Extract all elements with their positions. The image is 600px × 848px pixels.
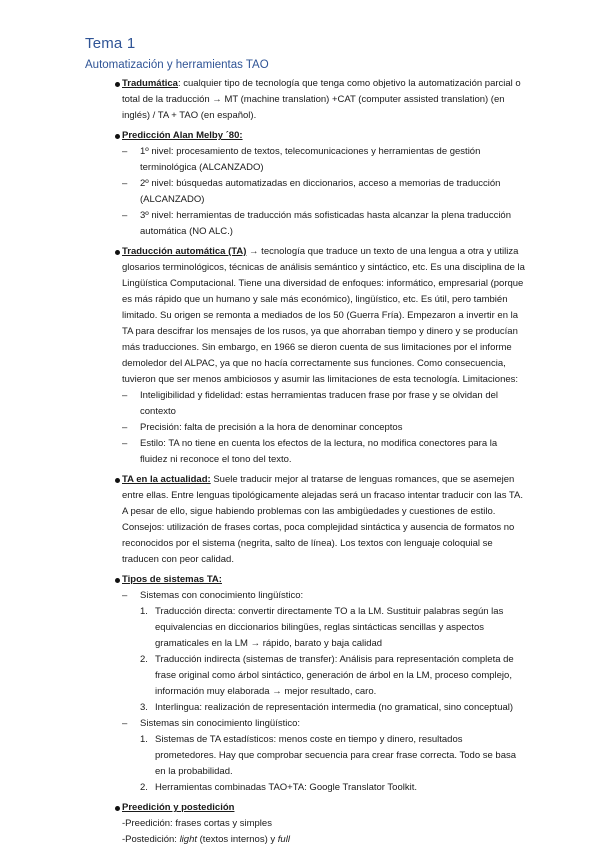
- term-heading: Traducción automática (TA): [122, 246, 247, 257]
- numbered-item: [85, 780, 525, 796]
- term-heading: Tradumática: [122, 78, 178, 89]
- paragraph-text: → tecnología que traduce un texto de una lengua a otra y utiliza glosarios terminológicos, técnicas de análisis semántico y sintáctico, etc. Es una disciplina de la Lingüística Computacional. Tiene una diversidad de enfoques: informático, empresarial (porque es más rápido que un humano y sale más económico), lingüístico, etc. Es útil, pero también limitado. Su origen se remonta a mediados de los 50 (Guerra Fría). Empezaron a invertir en la TA para descifrar los mensajes de los rusos, ya que ahorraban tiempo y dinero y se producían más traducciones. Sin embargo, en 1966 se dieron cuenta de sus limitaciones por el informe demoledor del ALPAC, ya que no hacía correctamente sus funciones. Como consecuencia, tuvieron que ser menos ambiciosos y asumir las limitaciones de esta tecnología. Limitaciones:: [122, 246, 525, 385]
- term-heading: Tipos de sistemas TA:: [122, 574, 222, 585]
- numbered-item-text: Interlingua: realización de representación intermedia (no gramatical, sino conceptual): [155, 702, 514, 713]
- list-item-text: 3º nivel: herramientas de traducción más sofisticadas hasta alcanzar la plena traducción automática (NO ALC.): [140, 210, 512, 237]
- postedicion-prefix: -Postedición:: [122, 834, 180, 845]
- numbered-item-text: Traducción directa: convertir directamente TO a la LM. Sustituir palabras según las equivalencias en diccionarios bilingües, reglas sintácticas sencillas y aspectos gramaticales en la LM → rápido, barato y baja calidad: [155, 606, 504, 649]
- item-number: 2.: [140, 654, 148, 665]
- bullet-dot: [115, 806, 120, 811]
- item-number: 3.: [140, 702, 148, 713]
- item-number: 1.: [140, 606, 148, 617]
- section-preedicion: [85, 800, 525, 816]
- paragraph-text: Suele traducir mejor al tratarse de lenguas romances, que se asemejen entre ellas. Entre lenguas tipológicamente alejadas será un fracaso intentar traducir con las TA. A pesar de ello, sigue habiendo problemas con las ambigüedades y cuestiones de estilo. Consejos: utilización de frases cortas, poca complejidad sintáctica y ausencia de formatos no reconocidos por el sistema (negrita, salto de línea). Los textos con lenguaje coloquial se traducen con peor calidad.: [122, 474, 523, 565]
- page-title: Tema 1: [85, 35, 136, 52]
- list-item-text: 2º nivel: búsquedas automatizadas en diccionarios, acceso a memorias de traducción (ALCANZADO): [140, 178, 501, 205]
- numbered-item: [85, 604, 525, 652]
- numbered-item-text: Sistemas de TA estadísticos: menos coste en tiempo y dinero, resultados prometedores. Hay que comprobar secuencia para crear frase correcta. Todo se basa en la probabilidad.: [155, 734, 517, 777]
- list-item: – Sistemas con conocimiento lingüístico:: [122, 590, 304, 601]
- list-item: – Precisión: falta de precisión a la hora de denominar conceptos: [122, 422, 403, 433]
- section-prediccion: [85, 128, 525, 144]
- item-number: 2.: [140, 782, 148, 793]
- postedicion-mid: (textos internos) y: [197, 834, 278, 845]
- list-item: – 2º nivel: búsquedas automatizadas en diccionarios, acceso a memorias de traducción (ALCANZADO): [122, 178, 501, 205]
- numbered-item-text: Traducción indirecta (sistemas de transfer): Análisis para representación completa de frase original como árbol sintáctico, generación de árbol en la LM, proceso complejo, información muy elaborada → mejor resultado, caro.: [155, 654, 514, 697]
- list-item: – Sistemas sin conocimiento lingüístico:: [122, 718, 300, 729]
- numbered-item: [85, 732, 525, 780]
- item-number: 1.: [140, 734, 148, 745]
- bullet-dot: [115, 250, 120, 255]
- paragraph-text: : cualquier tipo de tecnología que tenga como objetivo la automatización parcial o total de la traducción → MT (machine translation) +CAT (computer assisted translation) (en inglés) / TA + TAO (en español).: [122, 78, 521, 121]
- section-tradumatica: [85, 76, 525, 124]
- document-body: [85, 76, 525, 848]
- bullet-dot: [115, 478, 120, 483]
- numbered-item: [85, 652, 525, 700]
- list-item-text: Sistemas sin conocimiento lingüístico:: [140, 718, 300, 729]
- list-item: – 1º nivel: procesamiento de textos, telecomunicaciones y herramientas de gestión terminológica (ALCANZADO): [122, 146, 481, 173]
- preedicion-line: -Preedición: frases cortas y simples: [122, 818, 272, 829]
- section-traduccion-automatica: [85, 244, 525, 388]
- page-subtitle: Automatización y herramientas TAO: [85, 59, 269, 71]
- section-tipos-sistemas: [85, 572, 525, 588]
- list-item-text: Inteligibilidad y fidelidad: estas herramientas traducen frase por frase y se olvidan del contexto: [140, 390, 499, 417]
- term-heading: Preedición y postedición: [122, 802, 235, 813]
- term-heading: TA en la actualidad:: [122, 474, 211, 485]
- section-ta-actualidad: [85, 472, 525, 568]
- bullet-dot: [115, 134, 120, 139]
- list-item: – 3º nivel: herramientas de traducción más sofisticadas hasta alcanzar la plena traducción automática (NO ALC.): [122, 210, 512, 237]
- list-item: – Inteligibilidad y fidelidad: estas herramientas traducen frase por frase y se olvidan del contexto: [122, 390, 499, 417]
- numbered-item-text: Herramientas combinadas TAO+TA: Google Translator Toolkit.: [155, 782, 417, 793]
- bullet-dot: [115, 578, 120, 583]
- list-item-text: Sistemas con conocimiento lingüístico:: [140, 590, 304, 601]
- list-item-text: Precisión: falta de precisión a la hora de denominar conceptos: [140, 422, 403, 433]
- postedicion-light: light: [179, 834, 197, 845]
- term-heading: Predicción Alan Melby ´80:: [122, 130, 243, 141]
- postedicion-line: [85, 832, 525, 848]
- list-item: – Estilo: TA no tiene en cuenta los efectos de la lectura, no modifica conectores para la fluidez ni reconoce el tono del texto.: [122, 438, 498, 465]
- list-item-text: Estilo: TA no tiene en cuenta los efectos de la lectura, no modifica conectores para la fluidez ni reconoce el tono del texto.: [140, 438, 498, 465]
- numbered-item: [85, 700, 525, 716]
- postedicion-full: full: [277, 834, 290, 845]
- list-item-text: 1º nivel: procesamiento de textos, telecomunicaciones y herramientas de gestión terminológica (ALCANZADO): [140, 146, 481, 173]
- bullet-dot: [115, 82, 120, 87]
